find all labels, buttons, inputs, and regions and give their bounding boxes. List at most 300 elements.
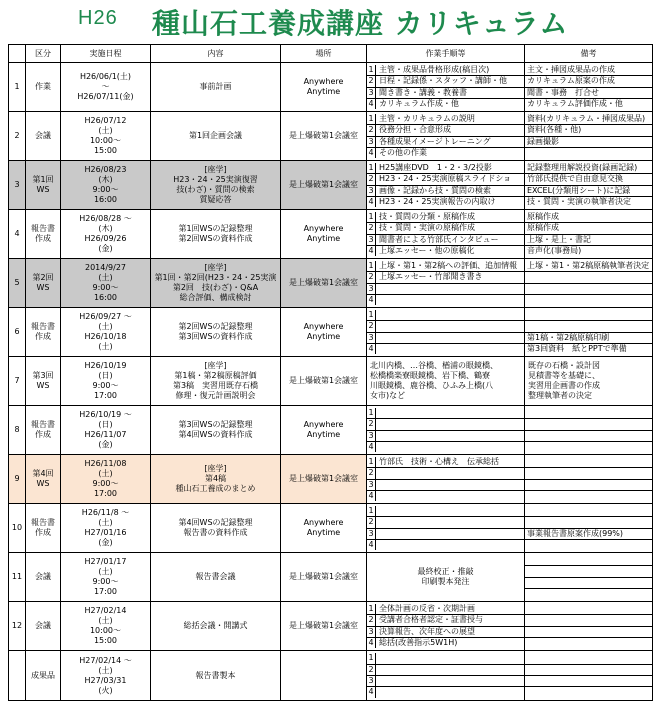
row-steps [367,210,525,259]
row-schedule [61,308,151,357]
row-schedule [61,210,151,259]
note-line [525,321,652,332]
step-text: 技・質問・実演の原稿作成 [379,223,475,233]
row-place [281,406,367,455]
step-line: 4 その他の作業 [367,148,524,158]
row-category [26,553,61,602]
row-number [9,553,26,602]
row-number [9,406,26,455]
step-line: 4 カリキュラム作成・他 [367,99,524,109]
row-content-text: 第3回WSの記録整理 第4回WSの資料作成 [178,420,253,439]
note-line: 第1稿・第2稿原稿印刷 [525,333,652,344]
header-notes: 備考 [525,45,653,63]
step-text: 竹部氏 技術・心構え 伝承総括 [379,456,499,466]
row-number-text: 11 [11,572,23,581]
row-content [151,406,281,455]
step-text [376,687,524,697]
step-text: 上塚エッセー・竹部聞き書き [379,272,483,282]
step-line: 1 [367,506,524,517]
step-text [376,480,524,490]
row-category-text: 作業 [35,82,51,91]
note-line [525,480,652,491]
step-line: 1 主管・成果品骨格形成(稿目次) [367,65,524,76]
row-number-text: 6 [14,327,20,336]
step-line: 1 主管・カリキュラムの説明 [367,114,524,125]
row-category-text: 報告書 作成 [31,224,55,243]
step-text: 主管・カリキュラムの説明 [379,113,475,123]
note-line [525,431,652,442]
row-content-text: 第1回企画会議 [188,131,243,140]
row-content-text: [座学] H23・24・25実演復習 技(わざ)・質問の検索 質疑応答 [173,165,258,204]
row-place [281,161,367,210]
note-line [525,615,652,626]
table-row [9,406,653,455]
note-text: 既存の石橋・設計図 見積書等を基礎に、 実習用企画書の作成 整理執筆者の決定 [528,361,600,400]
step-line: 3 [367,529,524,540]
step-text: 各種成果イメージトレーニング [379,136,491,146]
step-line: 1 [367,653,524,664]
step-text: 北川内橋、…谷橋、楢浦の眼鏡橋、 松橋橋楽寮眼鏡橋、岩下橋、鶴寮 川眼鏡橋、鹿谷橋、ひふみ上橋(八 女市)など [370,361,498,400]
step-line: 4 [367,344,524,354]
table-row [9,357,653,406]
note-line [525,408,652,419]
row-notes [525,455,653,504]
header-category: 区分 [26,45,61,63]
step-text [376,431,524,441]
step-text: 上塚エッセー・他の原稿化 [379,245,475,255]
row-notes [525,406,653,455]
row-schedule [61,161,151,210]
row-number-text: 9 [14,474,20,483]
row-number [9,357,26,406]
row-content [151,553,281,602]
row-schedule [61,602,151,651]
row-number-text: 10 [11,523,23,532]
note-line: 聞書・事務 打合せ [525,88,652,99]
row-schedule-text: H27/02/14 (土) 10:00～ 15:00 [84,606,127,645]
row-schedule [61,651,151,701]
header-no [9,45,26,63]
row-schedule-text: H26/10/19 ～ (日) H26/11/07 (金) [79,410,132,449]
row-schedule [61,112,151,161]
row-number [9,455,26,504]
row-place [281,553,367,602]
step-text [376,540,524,550]
row-place [281,308,367,357]
step-line: 2 日程・記録係・スタッフ・講師・他 [367,76,524,87]
row-number-text: 1 [14,82,20,91]
row-place [281,651,367,701]
step-text [376,491,524,501]
row-place-text: Anywhere Anytime [303,224,344,243]
note-line: カリキュラム原案の作成 [525,76,652,87]
row-category [26,259,61,308]
row-place-text: 是上爆破第1会議室 [288,180,359,189]
row-category-text: 成果品 [31,670,55,680]
note-line: 上塚・第1・第2稿原稿執筆者決定 [525,261,652,272]
row-place [281,112,367,161]
row-number-text: 5 [14,278,20,287]
row-steps [367,553,525,602]
step-text: 役務分担・合意形成 [379,125,451,135]
row-steps [367,406,525,455]
row-place-text: Anywhere Anytime [303,518,344,537]
row-schedule [61,553,151,602]
step-text: 総括(改善指示5W1H) [379,637,458,647]
note-line [525,687,652,697]
row-place-text: Anywhere Anytime [303,77,344,96]
row-notes [525,63,653,112]
note-line: 事業報告書原案作成(99%) [525,529,652,540]
step-text: 技・質問の分類・原稿作成 [379,211,475,221]
row-steps [367,651,525,701]
row-content [151,161,281,210]
step-text [376,506,524,516]
row-place-text: 是上爆破第1会議室 [288,376,359,385]
step-text: 聞き書き・講義・教養書 [379,87,467,97]
note-line: 録画撮影 [525,137,652,148]
note-line [525,578,652,589]
row-content [151,651,281,701]
row-place-text: 是上爆破第1会議室 [288,572,359,581]
step-line: 1 H25講座DVD 1・2・3/2投影 [367,163,524,174]
note-line: 音声化(事務局) [527,245,582,255]
row-place-text: 是上爆破第1会議室 [288,131,359,140]
step-text: 日程・記録係・スタッフ・講師・他 [379,76,507,86]
step-text [376,665,524,675]
note-line [525,653,652,664]
step-line: 3 各種成果イメージトレーニング [367,137,524,148]
step-text [376,676,524,686]
row-schedule-text: H26/08/23 (木) 9:00～ 16:00 [84,165,127,204]
row-category [26,161,61,210]
note-line [525,148,652,158]
row-content-text: [座学] 第1回・第2回(H23・24・25実演 第2回 技(わざ)・Q&A 総合評価、構成検討 [154,263,277,302]
row-schedule [61,259,151,308]
row-schedule [61,406,151,455]
row-schedule-text: H26/11/08 (土) 9:00～ 17:00 [84,459,127,498]
table-row [9,504,653,553]
step-line: 4 [367,442,524,452]
note-line [525,272,652,283]
step-text: H25講座DVD 1・2・3/2投影 [379,162,492,172]
row-content [151,210,281,259]
table-row [9,259,653,308]
row-steps [367,357,525,406]
step-line: 2 上塚エッセー・竹部聞き書き [367,272,524,283]
row-content-text: 第1回WSの記録整理 第2回WSの資料作成 [178,224,253,243]
step-text: 画像・記録から技・質問の検索 [379,185,491,195]
step-text [376,653,524,663]
curriculum-table [8,44,653,701]
row-category-text: 会議 [35,131,51,140]
row-steps [367,63,525,112]
row-category-text: 報告書 作成 [31,518,55,537]
row-number [9,504,26,553]
step-text [376,419,524,429]
row-place [281,602,367,651]
row-content-text: [座学] 第4稿 種山石工養成のまとめ [175,464,256,493]
table-row [9,308,653,357]
note-line: 第3回資料 紙とPPTで準備 [527,343,627,353]
step-line: 1 [367,408,524,419]
header-schedule: 実施日程 [61,45,151,63]
table-row [9,651,653,701]
step-text: 聞書者による竹部氏インタビュー [379,234,499,244]
row-content-text: 報告書製本 [195,670,236,680]
row-number [9,112,26,161]
step-line: 3 [367,480,524,491]
row-category-text: 会議 [35,572,51,581]
row-schedule-text: H26/06/1(土) ～ H26/07/11(金) [77,72,134,101]
row-number [9,259,26,308]
note-line [525,589,652,599]
note-line [525,506,652,517]
row-content [151,357,281,406]
step-line: 2 [367,419,524,430]
note-line [525,627,652,638]
row-number-text: 12 [11,621,23,630]
step-line: 2 H23・24・25実演原稿スライドショ [367,174,524,185]
row-category-text: 報告書 作成 [31,322,55,341]
row-schedule-text: H27/02/14 ～ (土) H27/03/31 (火) [79,655,132,695]
row-schedule-text: H26/08/28 ～ (木) H26/09/26 (金) [79,214,132,253]
row-notes [525,161,653,210]
table-row [9,210,653,259]
note-line: カリキュラム評価作成・他 [527,98,623,108]
row-content [151,63,281,112]
row-category [26,63,61,112]
row-place-text: Anywhere Anytime [303,420,344,439]
note-line: 主文・挿図成果品の作成 [525,65,652,76]
table-row [9,455,653,504]
row-number [9,210,26,259]
row-place [281,63,367,112]
note-line [525,676,652,687]
row-category [26,357,61,406]
step-text: 受講者合格者認定・証書授与 [379,615,483,625]
note-line [525,284,652,295]
row-notes [525,259,653,308]
step-line: 1 竹部氏 技術・心構え 伝承総括 [367,457,524,468]
row-number [9,308,26,357]
row-place [281,504,367,553]
row-notes [525,308,653,357]
row-notes [525,112,653,161]
table-row [9,553,653,602]
note-line: 上塚・是上・書記 [525,235,652,246]
step-text [376,310,524,320]
step-line: 3 聞き書き・講義・教養書 [367,88,524,99]
step-line: 2 役務分担・合意形成 [367,125,524,136]
row-content [151,308,281,357]
row-number-text: 2 [14,131,20,140]
row-place [281,357,367,406]
step-line: 3 [367,431,524,442]
row-schedule-text: H27/01/17 (土) 9:00～ 17:00 [84,557,127,596]
step-line: 3 決算報告、次年度への展望 [367,627,524,638]
note-line [525,310,652,321]
note-line: 資料(各種・他) [525,125,652,136]
row-content [151,455,281,504]
step-text [376,321,524,331]
step-line: 2 [367,517,524,528]
table-header-row [9,45,653,63]
note-line: 原稿作成 [525,212,652,223]
step-line: 4 H23・24・25実演報告の内取け [367,197,524,207]
row-category-text: 第1回 WS [32,175,54,194]
step-text [376,284,524,294]
row-number-text: 8 [14,425,20,434]
step-text [376,333,524,343]
title-main: 種山石工養成講座 カリキュラム [152,7,569,40]
note-line [525,468,652,479]
row-schedule [61,455,151,504]
step-line: 4 [367,295,524,305]
row-number [9,161,26,210]
row-content-text: 第4回WSの記録整理 報告書の資料作成 [178,518,253,537]
note-line [525,419,652,430]
row-category-text: 第4回 WS [32,469,54,488]
row-number [9,602,26,651]
step-text [376,295,524,305]
row-place [281,259,367,308]
row-schedule-text: H26/09/27 ～ (土) H26/10/18 (土) [79,312,132,351]
row-schedule-text: H26/10/19 (日) 9:00～ 17:00 [84,361,127,400]
row-steps [367,259,525,308]
note-line: 原稿作成 [525,223,652,234]
row-number [9,651,26,701]
step-text [376,344,524,354]
note-line [525,555,652,566]
table-row [9,602,653,651]
step-line: 2 技・質問・実演の原稿作成 [367,223,524,234]
note-line: EXCEL(分類用シート)に記録 [525,186,652,197]
header-content: 内容 [151,45,281,63]
row-place-text: 是上爆破第1会議室 [288,278,359,287]
row-content-text: 第2回WSの記録整理 第3回WSの資料作成 [178,322,253,341]
step-line: 3 [367,284,524,295]
row-category-text: 第3回 WS [32,371,54,390]
note-line [525,295,652,305]
step-text [376,517,524,527]
row-steps [367,504,525,553]
row-number-text: 7 [14,376,20,385]
row-content-text: [座学] 第1稿・第2稿原稿評価 第3稿 実習用既存石橋 修理・復元計画説明会 [172,361,259,400]
row-notes [525,651,653,701]
page-title [0,0,658,38]
row-schedule [61,357,151,406]
row-schedule-text: H26/11/8 ～ (土) H27/01/16 (金) [81,508,130,547]
row-number-text: 3 [14,180,20,189]
row-category [26,112,61,161]
step-text: H23・24・25実演原稿スライドショ [379,174,512,184]
row-place [281,455,367,504]
row-category [26,210,61,259]
note-line [525,457,652,468]
step-text: 最終校正・推敲 印刷製本発注 [417,567,474,586]
step-text: 全体計画の反省・次期計画 [379,603,475,613]
step-line: 2 受講者合格者認定・証書授与 [367,615,524,626]
row-place-text: 是上爆破第1会議室 [288,474,359,483]
step-text: 決算報告、次年度への展望 [379,626,475,636]
row-steps [367,455,525,504]
step-text: 主管・成果品骨格形成(稿目次) [379,64,490,74]
table-row [9,63,653,112]
note-line [525,566,652,577]
row-notes [525,602,653,651]
row-place [281,210,367,259]
step-line: 1 上塚・第1・第2稿への評価、追加情報 [367,261,524,272]
step-line: 3 画像・記録から技・質問の検索 [367,186,524,197]
row-category [26,308,61,357]
row-steps [367,308,525,357]
step-line: 2 [367,321,524,332]
step-text [376,408,524,418]
step-line: 1 全体計画の反省・次期計画 [367,604,524,615]
note-line [525,604,652,615]
row-steps [367,602,525,651]
row-content-text: 総括会議・開講式 [183,621,248,630]
note-line [525,517,652,528]
row-category [26,406,61,455]
row-notes [525,210,653,259]
step-text: その他の作業 [379,147,427,157]
row-category-text: 第2回 WS [32,273,54,292]
step-line: 3 [367,676,524,687]
note-line [525,638,652,648]
note-line: 竹部氏提供で自由意見交換 [525,174,652,185]
row-category-text: 報告書 作成 [31,420,55,439]
row-notes [525,553,653,602]
step-line: 4 [367,540,524,550]
header-steps: 作業手順等 [367,45,525,63]
row-content-text: 事前計画 [199,82,232,91]
row-category-text: 会議 [35,621,51,630]
step-text [376,442,524,452]
row-notes [525,504,653,553]
step-line: 1 技・質問の分類・原稿作成 [367,212,524,223]
row-schedule [61,63,151,112]
row-category [26,602,61,651]
row-content-text: 報告書会議 [195,572,236,581]
row-number-text: 4 [14,229,20,238]
step-line: 1 [367,310,524,321]
step-line: 2 [367,665,524,676]
step-line: 2 [367,468,524,479]
note-line: 記録整理用解説投資(録画記録) [525,163,652,174]
step-line: 4 上塚エッセー・他の原稿化 [367,246,524,256]
row-category [26,504,61,553]
row-content [151,259,281,308]
table-row [9,161,653,210]
step-line: 3 聞書者による竹部氏インタビュー [367,235,524,246]
row-number [9,63,26,112]
note-line [525,491,652,501]
step-line: 4 [367,687,524,697]
row-category [26,651,61,701]
step-text: カリキュラム作成・他 [379,98,459,108]
row-content [151,112,281,161]
step-text [376,529,524,539]
step-text: H23・24・25実演報告の内取け [379,196,496,206]
row-content [151,602,281,651]
note-line [525,442,652,452]
note-line: 技・質問・実演の執筆者決定 [527,196,631,206]
row-category [26,455,61,504]
table-row [9,112,653,161]
row-schedule [61,504,151,553]
